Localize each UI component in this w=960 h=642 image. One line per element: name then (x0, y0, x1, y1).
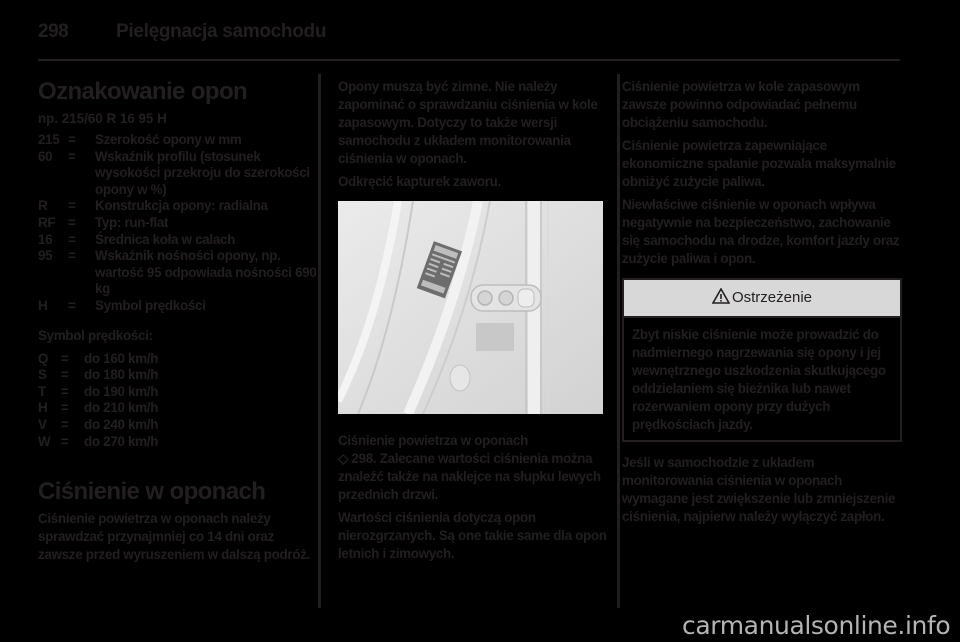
speed-symbol-row-value: do 210 km/h (84, 400, 159, 416)
column-3 (622, 78, 902, 531)
definition-row-eq: = (68, 248, 76, 264)
column-1 (38, 78, 318, 569)
speed-symbol-row-eq: = (61, 383, 69, 399)
section-heading-tire-pressure: Ciśnienie w oponach (38, 478, 266, 506)
definition-row-value: Wskaźnik nośności opony, np. wartość 95 odpowiada nośności 690 kg (95, 248, 317, 297)
speed-symbol-row-key: T (38, 383, 46, 399)
column-divider-2 (617, 74, 620, 608)
warning-triangle-icon (712, 282, 730, 318)
definition-row-value: Wskaźnik profilu (stosunek wysokości przekroju do szerokości opony w %) (95, 148, 310, 197)
speed-symbol-row (38, 384, 318, 401)
speed-symbol-row (38, 434, 318, 451)
header-rule (38, 59, 900, 61)
paragraph-cold-values: Wartości ciśnienia dotyczą opon nierozgrzanych. Są one takie same dla opon letnich i zimowych. (338, 510, 607, 561)
watermark: carmanualsonline.info (682, 611, 951, 640)
tire-marking-definitions (38, 132, 318, 315)
speed-symbol-list (38, 351, 318, 451)
definition-row-eq: = (68, 214, 76, 230)
paragraph-tpms-ignition: Jeśli w samochodzie z układem monitorowania ciśnienia w oponach wymagane jest zwiększenie lub zmniejszenie ciśnienia, najpierw należy wyłączyć zapłon. (622, 455, 896, 524)
speed-symbol-row-eq: = (61, 350, 69, 366)
paragraph-cold-tires: Opony muszą być zimne. Nie należy zapominać o sprawdzaniu ciśnienia w kole zapasowym. Dotyczy to także wersji samochodu z układem monitorowania ciśnienia w oponach. (338, 79, 598, 166)
warning-body: Zbyt niskie ciśnienie może prowadzić do nadmiernego nagrzewania się opony i jej wewnętrznego uszkodzenia skutkującego oddzielaniem się bieżnika lub nawet rozerwaniem opony przy dużych prędkościach jazdy. (632, 327, 886, 432)
definition-row-eq: = (68, 297, 76, 313)
paragraph-wrong-pressure: Niewłaściwe ciśnienie w oponach wpływa negatywnie na bezpieczeństwo, zachowanie się samochodu na drodze, komfort jazdy oraz zużycie paliwa i opon. (622, 197, 900, 266)
speed-symbol-row-eq: = (61, 400, 69, 416)
paragraph-spare-wheel: Ciśnienie powietrza w kole zapasowym zawsze powinno odpowiadać pełnemu obciążeniu samochodu. (622, 79, 860, 130)
paragraph-pressure-reference (338, 432, 610, 504)
section-heading-tire-marking: Oznakowanie opon (38, 78, 248, 105)
definition-row-eq: = (68, 198, 76, 214)
definition-row (38, 149, 318, 199)
definition-row-value: Konstrukcja opony: radialna (95, 198, 268, 214)
warning-header (624, 280, 900, 318)
definition-row (38, 248, 318, 298)
speed-symbol-row-key: W (38, 433, 51, 449)
tire-marking-example: np. 215/60 R 16 95 H (38, 111, 167, 126)
speed-symbol-row (38, 400, 318, 417)
speed-symbol-row-value: do 270 km/h (84, 433, 159, 449)
definition-row-value: Średnica koła w calach (95, 231, 236, 247)
paragraph-valve-cap: Odkręcić kapturek zaworu. (338, 174, 501, 189)
warning-title: Ostrzeżenie (731, 289, 813, 306)
definition-row-eq: = (68, 231, 76, 247)
definition-row-key: RF (38, 214, 56, 230)
definition-row (38, 215, 318, 232)
definition-row-eq: = (68, 132, 76, 147)
speed-symbol-row-eq: = (61, 367, 69, 383)
pressure-reference-text: 298. Zalecane wartości ciśnienia można znaleźć także na naklejce na słupku lewych przednich drzwi. (338, 451, 601, 502)
door-pillar-label-figure (338, 201, 603, 414)
definition-row-key: 60 (38, 148, 53, 164)
definition-row-key: H (38, 297, 48, 313)
speed-symbol-row-key: V (38, 416, 47, 432)
door-pillar-illustration (338, 201, 603, 414)
speed-symbol-row (38, 351, 318, 368)
chapter-title: Pielęgnacja samochodu (116, 21, 327, 42)
speed-symbol-row-key: S (38, 367, 47, 383)
definition-row-key: 16 (38, 231, 53, 247)
page-number: 298 (38, 21, 69, 42)
pressure-reference-prefix: Ciśnienie powietrza w oponach (338, 433, 528, 448)
speed-symbol-row-value: do 160 km/h (84, 350, 159, 366)
definition-row-eq: = (68, 148, 76, 164)
speed-symbol-row-eq: = (61, 416, 69, 432)
definition-row (38, 198, 318, 215)
speed-symbol-row-value: do 240 km/h (84, 416, 159, 432)
speed-symbol-row (38, 367, 318, 384)
definition-row-key: 215 (38, 132, 60, 147)
speed-symbol-row (38, 417, 318, 434)
speed-symbol-row-value: do 190 km/h (84, 383, 159, 399)
speed-symbol-row-eq: = (61, 433, 69, 449)
column-2 (338, 78, 610, 568)
definition-row-value: Szerokość opony w mm (95, 132, 242, 147)
definition-row (38, 232, 318, 249)
page-reference-icon: ◇ (338, 451, 348, 466)
speed-symbol-row-key: H (38, 400, 48, 416)
column-divider-1 (318, 74, 321, 608)
definition-row (38, 298, 318, 315)
page-header (38, 18, 900, 62)
speed-symbol-row-key: Q (38, 350, 49, 366)
speed-symbol-label: Symbol prędkości: (38, 327, 153, 343)
tire-pressure-paragraph: Ciśnienie powietrza w oponach należy sprawdzać przynajmniej co 14 dni oraz zawsze przed wyruszeniem w dalszą podróż. (38, 511, 310, 563)
warning-box (622, 278, 902, 442)
definition-row-value: Typ: run-flat (95, 214, 169, 230)
definition-row-key: R (38, 198, 48, 214)
speed-symbol-row-value: do 180 km/h (84, 367, 159, 383)
definition-row (38, 132, 318, 149)
definition-row-key: 95 (38, 248, 53, 264)
paragraph-eco-pressure: Ciśnienie powietrza zapewniające ekonomiczne spalanie pozwala maksymalnie obniżyć zużycie paliwa. (622, 138, 896, 189)
definition-row-value: Symbol prędkości (95, 297, 206, 313)
